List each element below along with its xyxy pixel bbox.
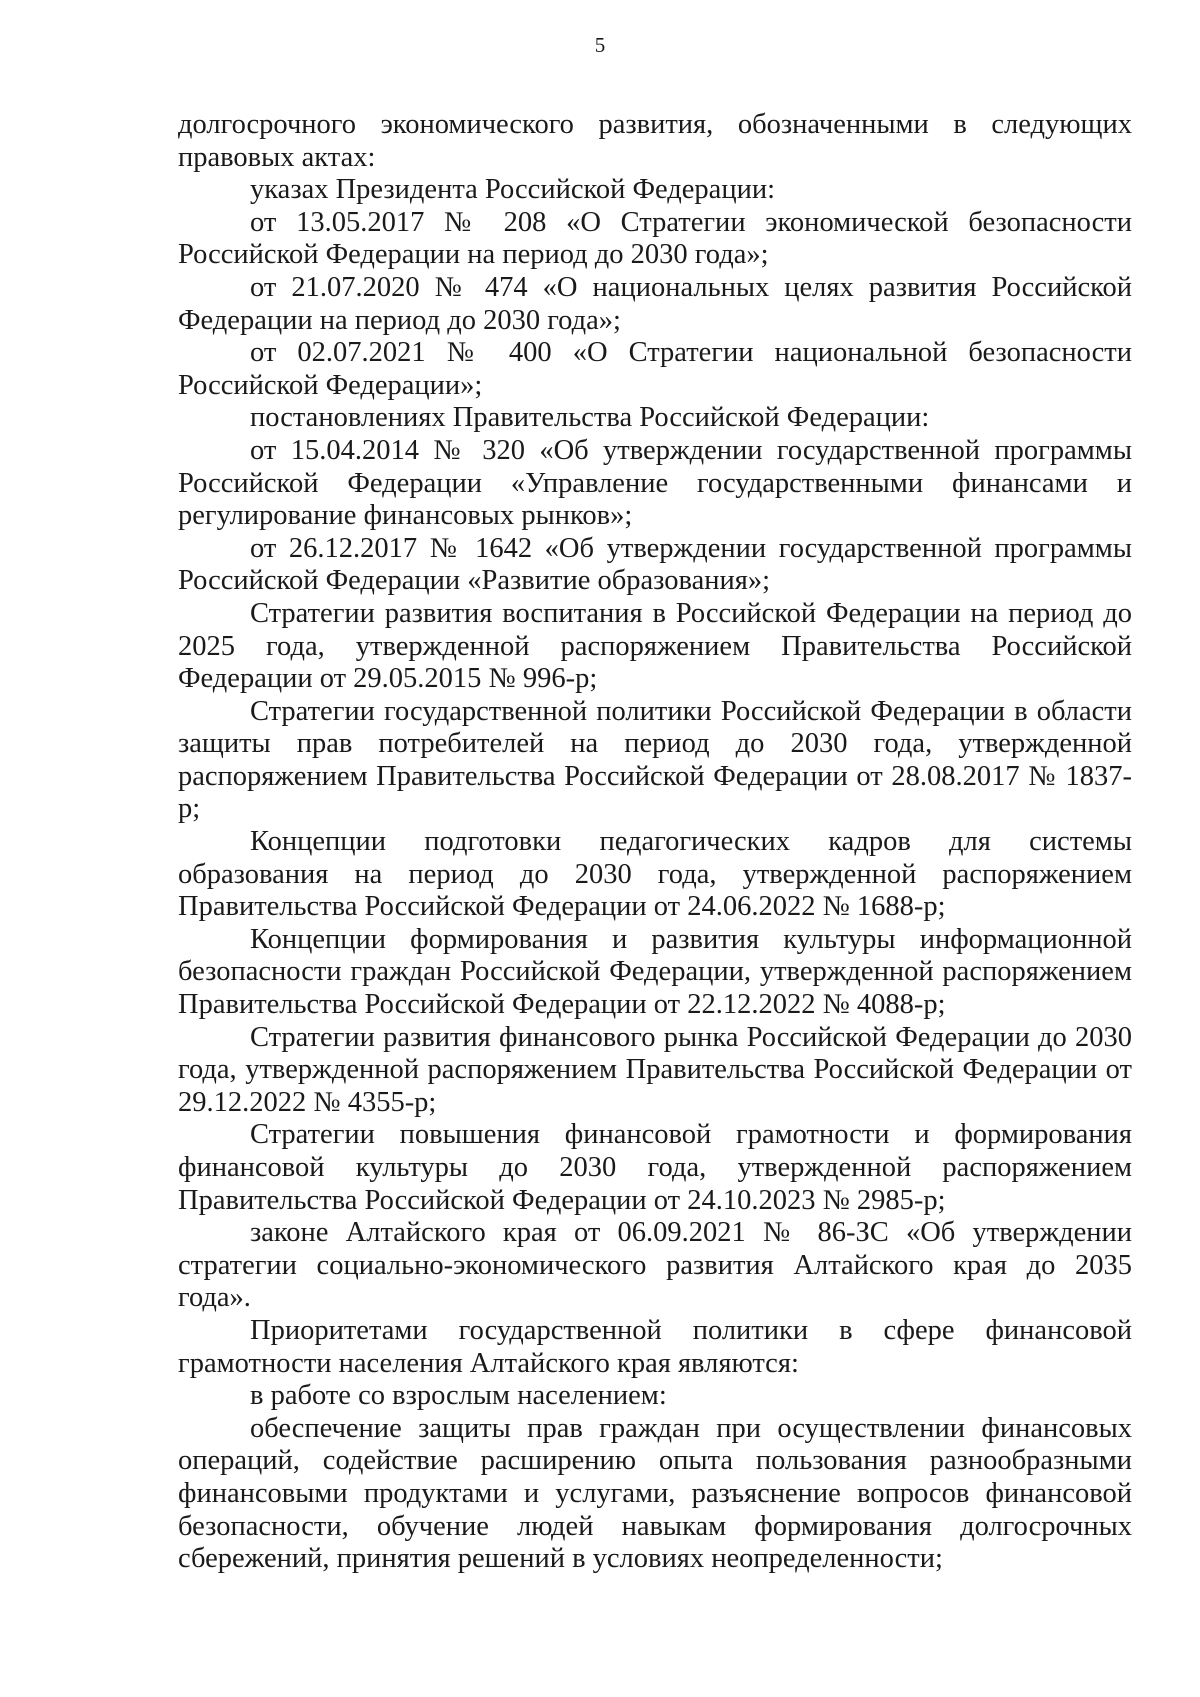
page-number: 5 [594,33,606,57]
paragraph-decree-208: от 13.05.2017 № 208 «О Стратегии экономической безопасности Российской Федерации на период до 2030 года»; [178,206,1132,271]
paragraph-resolution-1642: от 26.12.2017 № 1642 «Об утверждении государственной программы Российской Федерации «Развитие образования»; [178,532,1132,597]
paragraph-presidential-decrees: указах Президента Российской Федерации: [250,174,776,206]
paragraph-adult-population: в работе со взрослым населением: [250,1380,667,1412]
paragraph-resolution-320: от 15.04.2014 № 320 «Об утверждении государственной программы Российской Федерации «Управление государственными финансами и регулирование финансовых рынков»; [178,434,1132,532]
paragraph-info-security-concept: Концепции формирования и развития культуры информационной безопасности граждан Российской Федерации, утвержденной распоряжением Правительства Российской Федерации от 22.12.2022 № 4088-р; [178,923,1132,1021]
paragraph-continuation: долгосрочного экономического развития, обозначенными в следующих правовых актах: [178,109,1132,173]
paragraph-consumer-rights-strategy: Стратегии государственной политики Российской Федерации в области защиты прав потребителей на период до 2030 года, утвержденной распоряжением Правительства Российской Федерации от 28.08.2017 № 1837-р; [178,695,1132,825]
document-body [178,109,1132,1576]
paragraph-priorities: Приоритетами государственной политики в сфере финансовой грамотности населения Алтайского края являются: [178,1314,1132,1379]
paragraph-government-resolutions: постановлениях Правительства Российской Федерации: [250,402,930,434]
paragraph-financial-literacy-strategy: Стратегии повышения финансовой грамотности и формирования финансовой культуры до 2030 года, утвержденной распоряжением Правительства Российской Федерации от 24.10.2023 № 2985-р; [178,1119,1132,1216]
paragraph-decree-474: от 21.07.2020 № 474 «О национальных целях развития Российской Федерации на период до 2030 года»; [178,271,1132,336]
paragraph-teacher-training-concept: Концепции подготовки педагогических кадров для системы образования на период до 2030 года, утвержденной распоряжением Правительства Российской Федерации от 24.06.2022 № 1688-р; [178,826,1132,923]
paragraph-financial-market-strategy: Стратегии развития финансового рынка Российской Федерации до 2030 года, утвержденной распоряжением Правительства Российской Федерации от 29.12.2022 № 4355-р; [178,1021,1132,1118]
paragraph-decree-400: от 02.07.2021 № 400 «О Стратегии национальной безопасности Российской Федерации»; [178,337,1132,401]
paragraph-upbringing-strategy: Стратегии развития воспитания в Российской Федерации на период до 2025 года, утвержденной распоряжением Правительства Российской Федерации от 29.05.2015 № 996-р; [178,597,1132,695]
paragraph-rights-protection: обеспечение защиты прав граждан при осуществлении финансовых операций, содействие расширению опыта пользования разнообразными финансовыми продуктами и услугами, разъяснение вопросов финансовой безопасности, обучение людей навыкам формирования долгосрочных сбережений, принятия решений в условиях неопределенности; [178,1412,1132,1575]
paragraph-altai-law: законе Алтайского края от 06.09.2021 № 86-ЗС «Об утверждении стратегии социально-экономического развития Алтайского края до 2035 года». [178,1217,1132,1314]
